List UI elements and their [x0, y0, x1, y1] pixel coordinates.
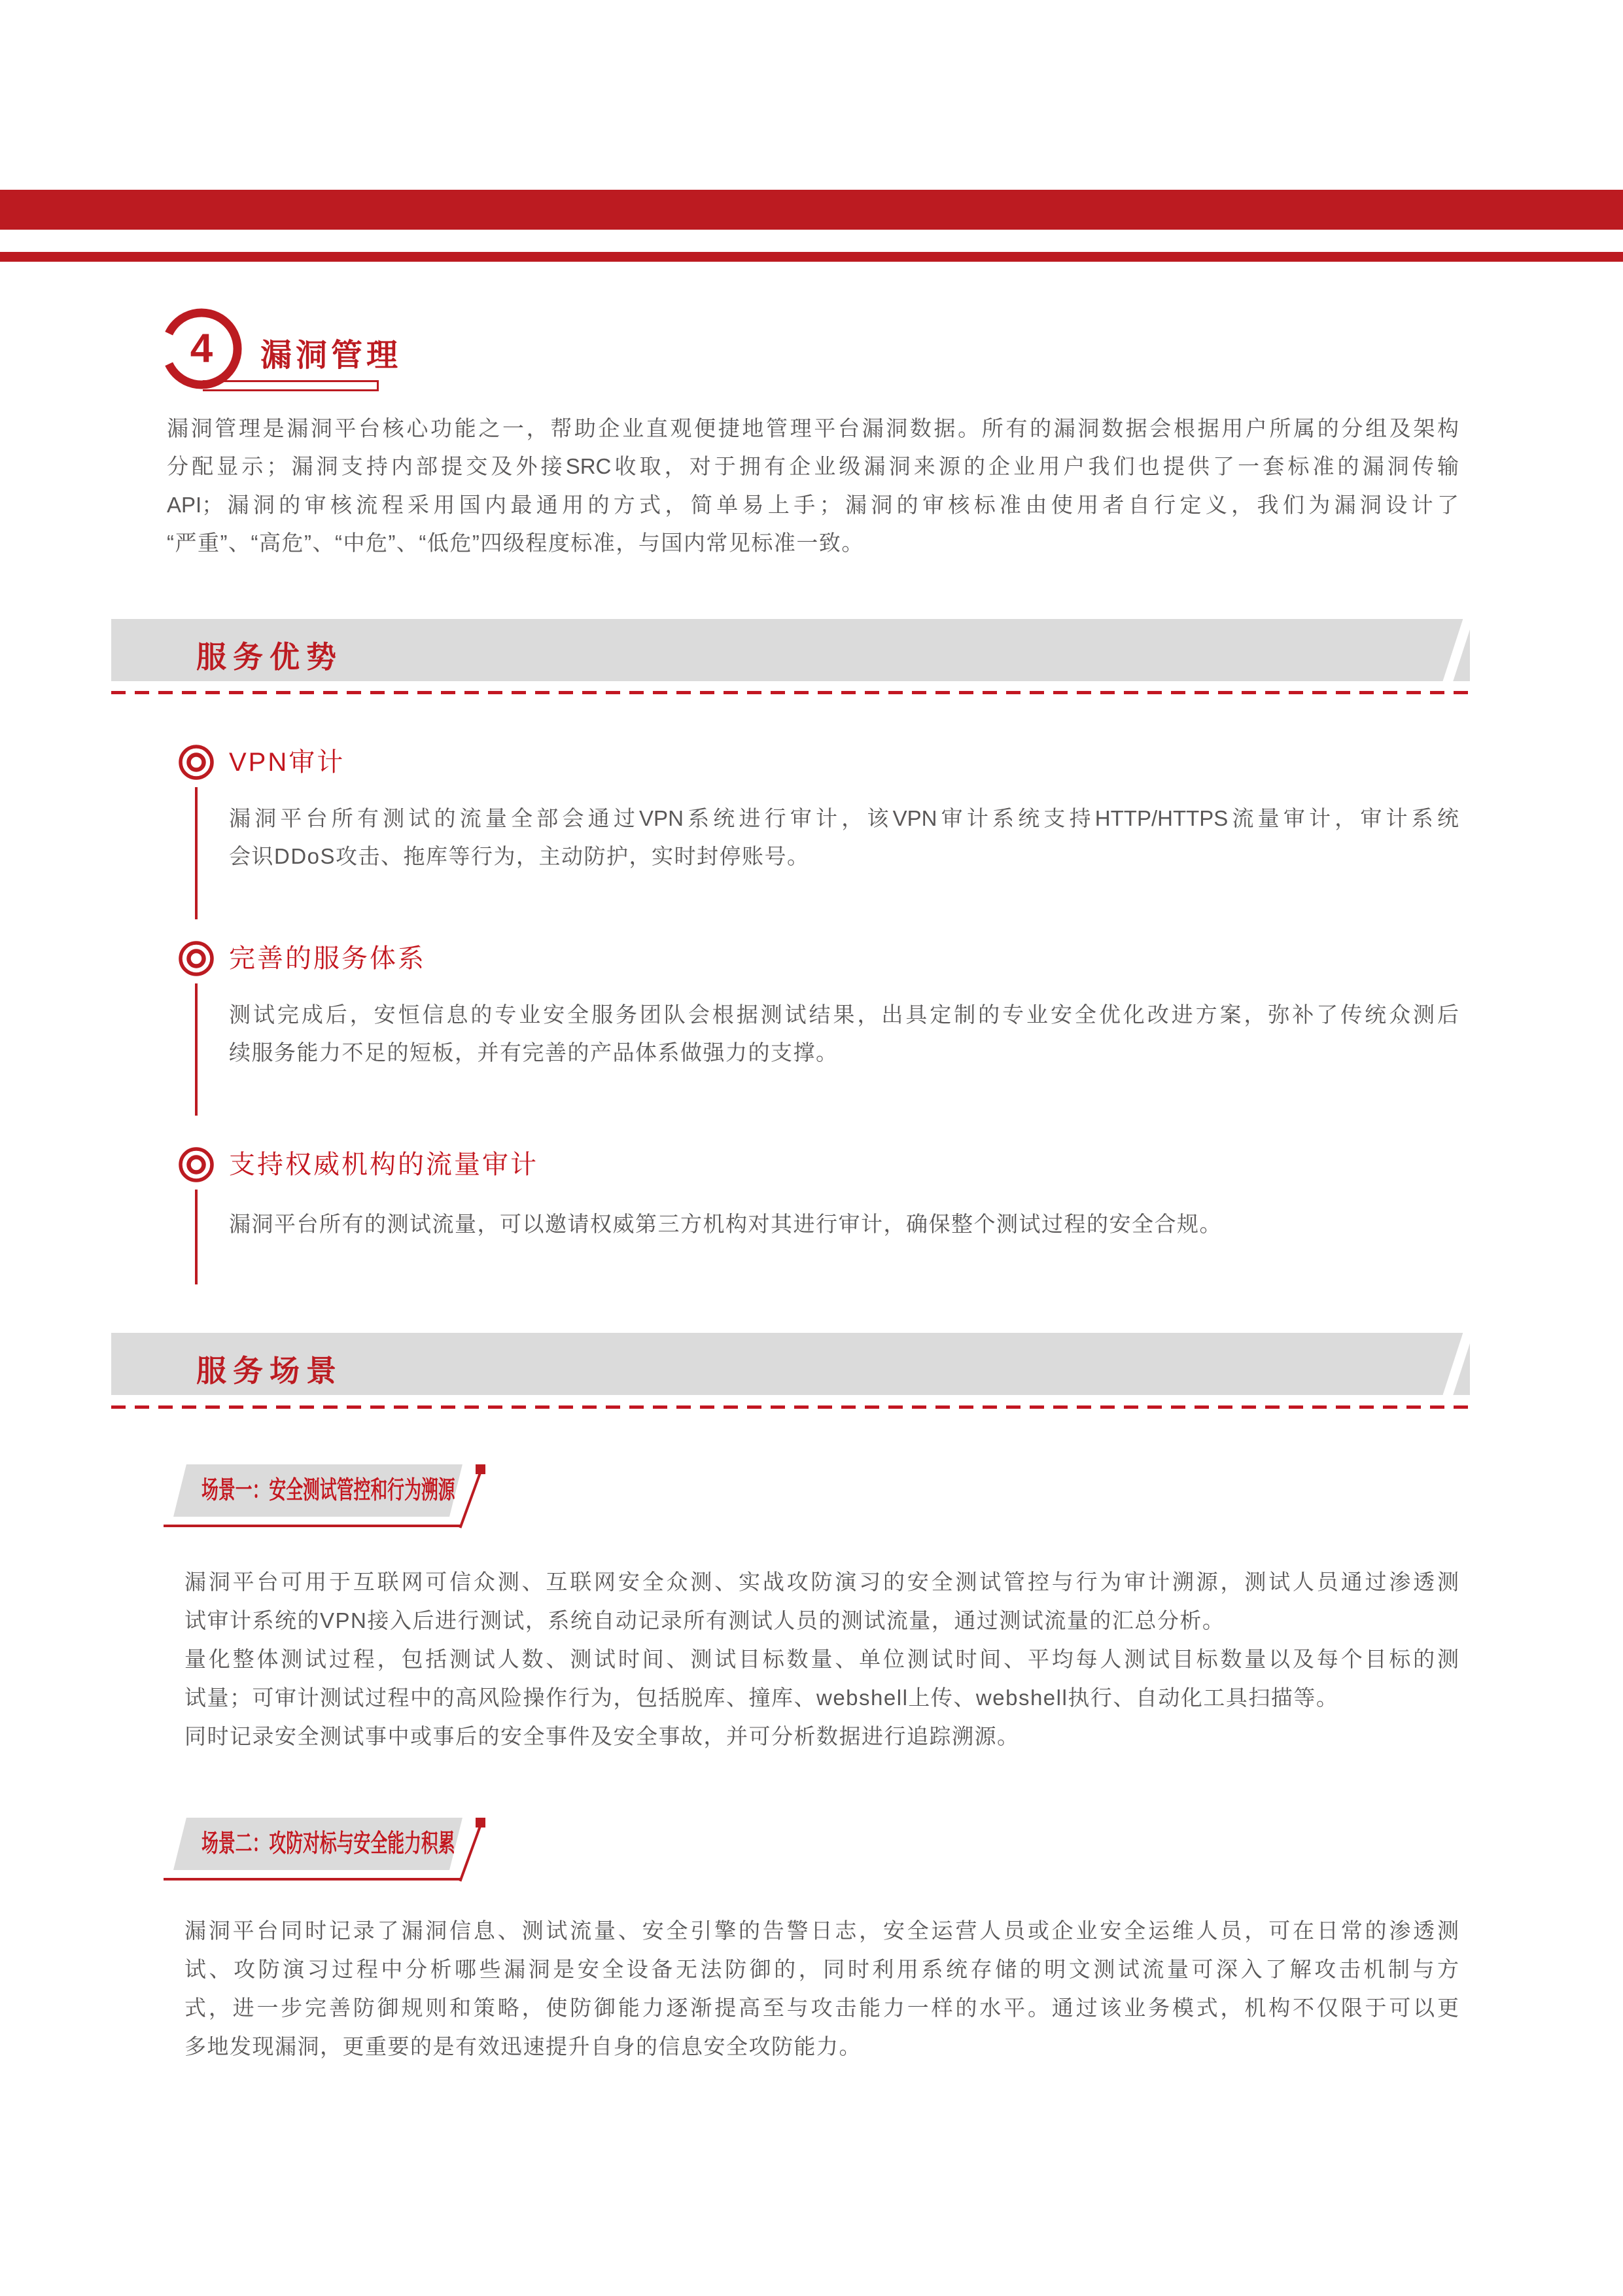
- advantage-left-rule: [195, 787, 198, 919]
- scenario-title: 场景一：安全测试管控和行为溯源: [201, 1477, 455, 1504]
- advantage-title: 支持权威机构的流量审计: [229, 1150, 538, 1179]
- scenario-line: 量化整体测试过程，包括测试人数、测试时间、测试目标数量、单位测试时间、平均每人测试目标数量以及每个目标的测: [184, 1647, 1459, 1671]
- intro-line: 分配显示；漏洞支持内部提交及外接SRC收取，对于拥有企业级漏洞来源的企业用户我们也提供了一套标准的漏洞传输: [167, 454, 1459, 478]
- intro-line: API；漏洞的审核流程采用国内最通用的方式，简单易上手；漏洞的审核标准由使用者自行定义，我们为漏洞设计了: [167, 493, 1459, 517]
- header-bar-slash-decoration: [1440, 619, 1470, 681]
- scenario-banner-diagonal: [459, 1821, 483, 1882]
- scenario-banner-diagonal: [459, 1468, 483, 1528]
- section-title-underline: [203, 380, 379, 391]
- header-bar-slash-decoration: [1440, 1333, 1470, 1395]
- dashed-divider: [111, 691, 1470, 694]
- advantage-left-rule: [195, 983, 198, 1116]
- bullseye-icon: [178, 1146, 215, 1183]
- scenario-line: 漏洞平台可用于互联网可信众测、互联网安全众测、实战攻防演习的安全测试管控与行为审计溯源，测试人员通过渗透测: [184, 1570, 1459, 1594]
- scenario-title: 场景二：攻防对标与安全能力积累: [201, 1830, 455, 1858]
- scenario-line: 试审计系统的VPN接入后进行测试，系统自动记录所有测试人员的测试流量，通过测试流量的汇总分析。: [184, 1608, 1225, 1633]
- advantages-header-title: 服务优势: [196, 640, 343, 674]
- advantage-title: VPN审计: [229, 748, 345, 777]
- top-red-band-thick: [0, 190, 1623, 230]
- advantage-left-rule: [195, 1190, 198, 1284]
- scenarios-header-title: 服务场景: [196, 1354, 343, 1388]
- section-number: 4: [190, 326, 213, 371]
- advantage-line: 测试完成后，安恒信息的专业安全服务团队会根据测试结果，出具定制的专业安全优化改进方案，弥补了传统众测后: [229, 1002, 1459, 1027]
- scenario-banner-square: [476, 1818, 485, 1828]
- advantage-line: 漏洞平台所有的测试流量，可以邀请权威第三方机构对其进行审计，确保整个测试过程的安全合规。: [229, 1212, 1222, 1236]
- scenario-banner-underline: [164, 1878, 461, 1881]
- top-red-band-thin: [0, 252, 1623, 262]
- scenario-line: 多地发现漏洞，更重要的是有效迅速提升自身的信息安全攻防能力。: [184, 2034, 862, 2058]
- scenario-banner-square: [476, 1464, 485, 1474]
- scenario-line: 试量；可审计测试过程中的高风险操作行为，包括脱库、撞库、webshell上传、webshell执行、自动化工具扫描等。: [184, 1686, 1339, 1710]
- intro-line: “严重”、“高危”、“中危”、“低危”四级程度标准，与国内常见标准一致。: [167, 531, 864, 555]
- advantage-line: 会识DDoS攻击、拖库等行为，主动防护，实时封停账号。: [229, 844, 810, 868]
- advantage-line: 漏洞平台所有测试的流量全部会通过VPN系统进行审计，该VPN审计系统支持HTTP/HTTPS流量审计，审计系统: [229, 806, 1459, 830]
- intro-line: 漏洞管理是漏洞平台核心功能之一，帮助企业直观便捷地管理平台漏洞数据。所有的漏洞数据会根据用户所属的分组及架构: [167, 416, 1459, 440]
- bullseye-icon: [178, 940, 215, 977]
- scenario-line: 漏洞平台同时记录了漏洞信息、测试流量、安全引擎的告警日志，安全运营人员或企业安全运维人员，可在日常的渗透测: [184, 1918, 1459, 1943]
- scenario-line: 式，进一步完善防御规则和策略，使防御能力逐渐提高至与攻击能力一样的水平。通过该业务模式，机构不仅限于可以更: [184, 1996, 1459, 2020]
- advantage-line: 续服务能力不足的短板，并有完善的产品体系做强力的支撑。: [229, 1040, 839, 1065]
- scenario-banner-underline: [164, 1525, 461, 1527]
- advantage-title: 完善的服务体系: [229, 944, 426, 973]
- dashed-divider: [111, 1405, 1470, 1409]
- page-title: 漏洞管理: [260, 338, 402, 373]
- bullseye-icon: [178, 744, 215, 781]
- scenario-line: 试、攻防演习过程中分析哪些漏洞是安全设备无法防御的，同时利用系统存储的明文测试流量可深入了解攻击机制与方: [184, 1957, 1459, 1981]
- scenario-line: 同时记录安全测试事中或事后的安全事件及安全事故，并可分析数据进行追踪溯源。: [184, 1724, 1020, 1748]
